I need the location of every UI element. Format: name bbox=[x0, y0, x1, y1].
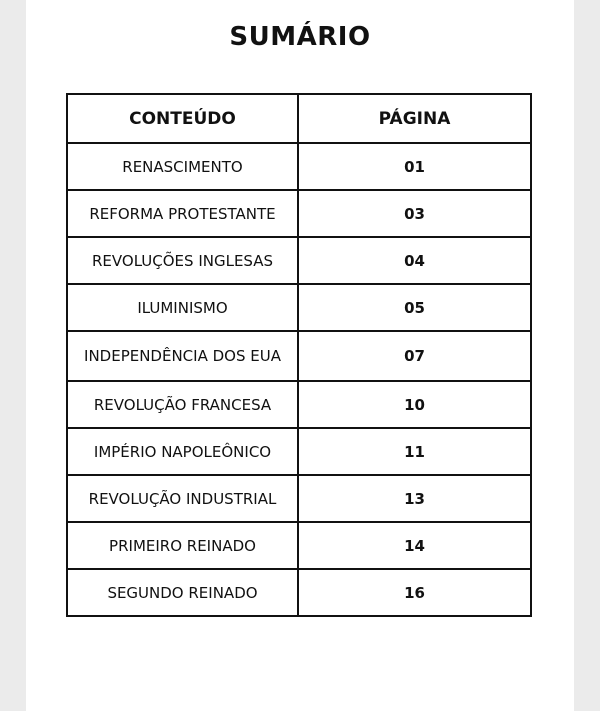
row-page: 05 bbox=[298, 284, 531, 331]
row-page: 11 bbox=[298, 428, 531, 475]
table-row bbox=[67, 190, 531, 237]
row-content: ILUMINISMO bbox=[67, 284, 298, 331]
document-page bbox=[26, 0, 574, 711]
row-content: REVOLUÇÃO INDUSTRIAL bbox=[67, 475, 298, 522]
page-title: SUMÁRIO bbox=[229, 22, 371, 52]
row-page: 10 bbox=[298, 381, 531, 428]
row-page: 04 bbox=[298, 237, 531, 284]
row-page: 14 bbox=[298, 522, 531, 569]
row-content: RENASCIMENTO bbox=[67, 143, 298, 190]
row-content: INDEPENDÊNCIA DOS EUA bbox=[67, 331, 298, 381]
row-content: REFORMA PROTESTANTE bbox=[67, 190, 298, 237]
table-row bbox=[67, 569, 531, 616]
table-of-contents bbox=[66, 93, 532, 617]
column-header-content: CONTEÚDO bbox=[67, 94, 298, 143]
table-row bbox=[67, 237, 531, 284]
row-page: 01 bbox=[298, 143, 531, 190]
table-header-row bbox=[67, 94, 531, 143]
row-content: PRIMEIRO REINADO bbox=[67, 522, 298, 569]
row-page: 03 bbox=[298, 190, 531, 237]
row-content: IMPÉRIO NAPOLEÔNICO bbox=[67, 428, 298, 475]
table-row bbox=[67, 522, 531, 569]
row-page: 07 bbox=[298, 331, 531, 381]
column-header-page: PÁGINA bbox=[298, 94, 531, 143]
table-row bbox=[67, 284, 531, 331]
row-content: SEGUNDO REINADO bbox=[67, 569, 298, 616]
row-page: 13 bbox=[298, 475, 531, 522]
row-page: 16 bbox=[298, 569, 531, 616]
table-row bbox=[67, 381, 531, 428]
table-row bbox=[67, 143, 531, 190]
table-row bbox=[67, 428, 531, 475]
row-content: REVOLUÇÃO FRANCESA bbox=[67, 381, 298, 428]
row-content: REVOLUÇÕES INGLESAS bbox=[67, 237, 298, 284]
table-row bbox=[67, 475, 531, 522]
table-row bbox=[67, 331, 531, 381]
